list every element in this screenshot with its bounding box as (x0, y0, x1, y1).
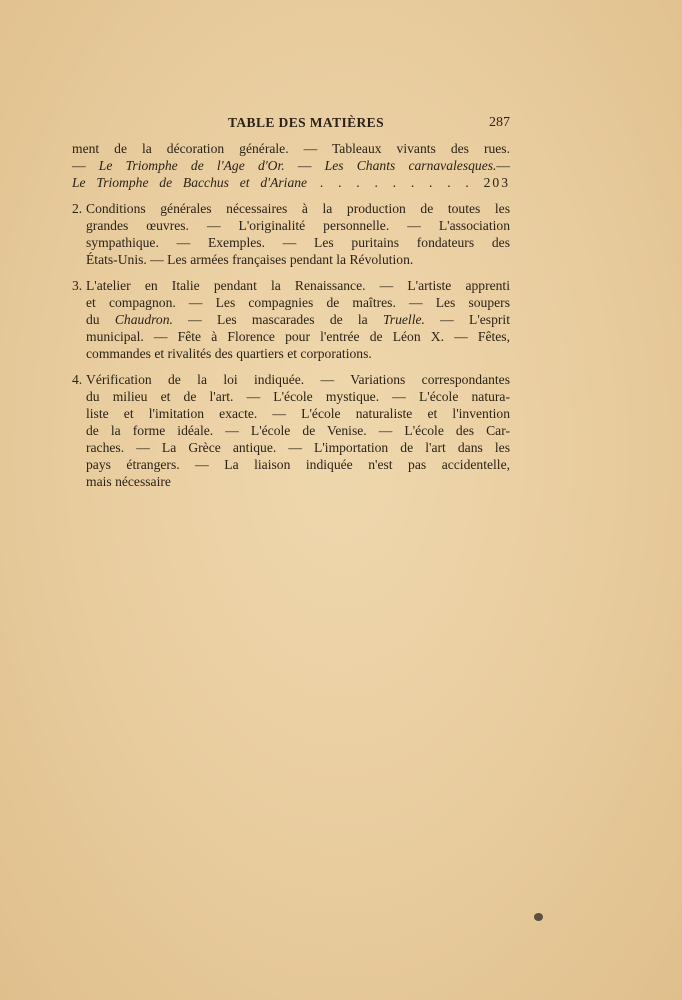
toc-line: du Chaudron. — Les mascarades de la Truelle. — L'esprit (86, 312, 510, 327)
toc-line: raches. — La Grèce antique. — L'importation de l'art dans les (86, 440, 510, 455)
entry-number: 2. (72, 201, 83, 216)
page-number: 287 (489, 115, 510, 130)
toc-line: — Le Triomphe de l'Age d'Or. — Les Chants carnavalesques.— (72, 158, 511, 173)
toc-line: de la forme idéale. — L'école de Venise. — L'école des Car- (86, 423, 510, 438)
toc-line: 4. Vérification de la loi indiquée. — Variations correspondantes (72, 372, 510, 387)
running-header (228, 115, 510, 133)
entry-number: 3. (72, 278, 83, 293)
toc-line: commandes et rivalités des quartiers et corporations. (86, 346, 372, 361)
toc-line: États-Unis. — Les armées françaises pendant la Révolution. (86, 252, 414, 267)
table-of-contents (72, 140, 510, 499)
toc-entry (72, 371, 510, 490)
toc-line: mais nécessaire (86, 474, 171, 489)
entry-number: 4. (72, 372, 83, 387)
toc-line: 2. Conditions générales nécessaires à la production de toutes les (72, 201, 510, 216)
toc-line: municipal. — Fête à Florence pour l'entrée de Léon X. — Fêtes, (86, 329, 510, 344)
toc-line: et compagnon. — Les compagnies de maîtres. — Les soupers (86, 295, 510, 310)
toc-entry (72, 200, 510, 268)
toc-line: sympathique. — Exemples. — Les puritains fondateurs des (86, 235, 510, 250)
toc-entry (72, 140, 510, 191)
toc-line: grandes œuvres. — L'originalité personnelle. — L'association (86, 218, 510, 233)
toc-line: ment de la décoration générale. — Tableaux vivants des rues. (72, 141, 510, 156)
ink-spot (534, 913, 543, 921)
toc-line: Le Triomphe de Bacchus et d'Ariane . . . . . . . . . 203 (72, 175, 510, 190)
toc-line: pays étrangers. — La liaison indiquée n'est pas accidentelle, (86, 457, 510, 472)
header-title: TABLE DES MATIÈRES (228, 115, 384, 130)
toc-entry (72, 277, 510, 362)
toc-line: 3. L'atelier en Italie pendant la Renaissance. — L'artiste apprenti (72, 278, 510, 293)
toc-line: liste et l'imitation exacte. — L'école naturaliste et l'invention (86, 406, 510, 421)
toc-line: du milieu et de l'art. — L'école mystique. — L'école natura- (86, 389, 510, 404)
